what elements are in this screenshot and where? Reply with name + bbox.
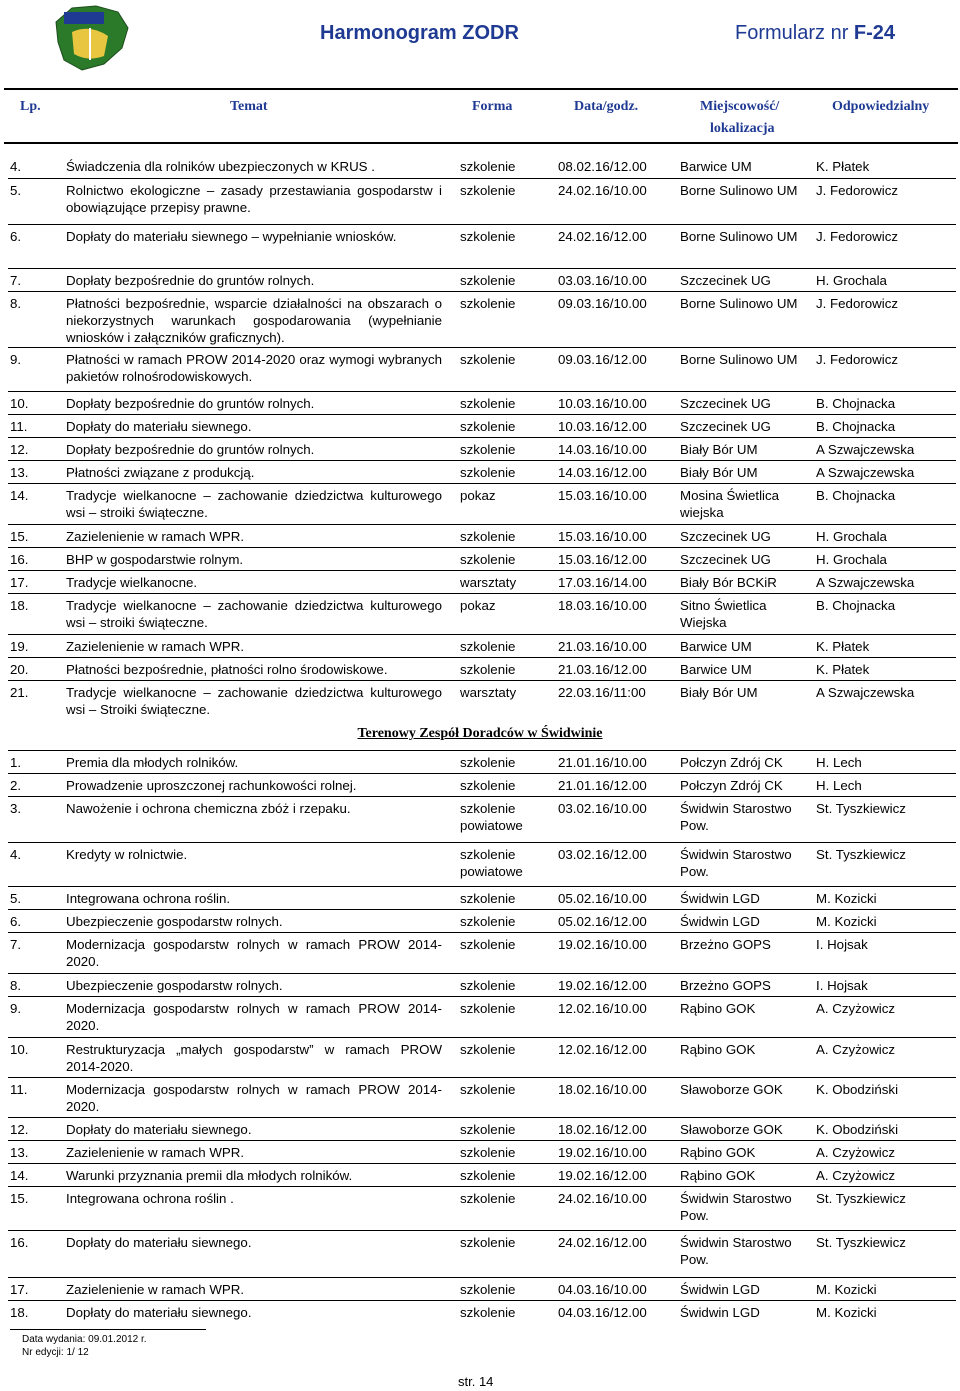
row-responsible: A. Czyżowicz bbox=[816, 1001, 896, 1016]
row-form: szkolenie bbox=[460, 937, 516, 952]
table-row bbox=[8, 680, 956, 717]
row-date: 14.03.16/12.00 bbox=[558, 465, 647, 480]
row-number: 4. bbox=[10, 159, 22, 174]
row-form: szkolenie bbox=[460, 296, 516, 311]
table-row bbox=[8, 291, 956, 345]
row-place: Sławoborze GOK bbox=[680, 1122, 783, 1137]
row-place: Barwice UM bbox=[680, 662, 752, 677]
row-number: 1. bbox=[10, 755, 22, 770]
row-place: Szczecinek UG bbox=[680, 396, 771, 411]
table-row bbox=[8, 547, 956, 567]
table-row bbox=[8, 1186, 956, 1223]
row-number: 18. bbox=[10, 1305, 29, 1320]
row-date: 18.02.16/12.00 bbox=[558, 1122, 647, 1137]
table-row bbox=[8, 1300, 956, 1320]
row-date: 05.02.16/12.00 bbox=[558, 914, 647, 929]
table-row bbox=[8, 224, 956, 244]
table-row bbox=[8, 437, 956, 457]
row-place: Świdwin Starostwo Pow. bbox=[680, 847, 792, 879]
row-date: 19.02.16/12.00 bbox=[558, 978, 647, 993]
row-form: szkolenie bbox=[460, 755, 516, 770]
row-topic: Rolnictwo ekologiczne – zasady przestawiania gospodarstw i obowiązujące przepisy prawne. bbox=[66, 183, 442, 215]
row-responsible: M. Kozicki bbox=[816, 1282, 877, 1297]
row-place: Połczyn Zdrój CK bbox=[680, 755, 783, 770]
row-number: 5. bbox=[10, 183, 22, 198]
row-place: Borne Sulinowo UM bbox=[680, 183, 798, 198]
row-number: 21. bbox=[10, 685, 29, 700]
row-form: szkolenie bbox=[460, 1082, 516, 1097]
row-place: Sławoborze GOK bbox=[680, 1082, 783, 1097]
row-responsible: J. Fedorowicz bbox=[816, 296, 899, 311]
table-row bbox=[8, 996, 956, 1033]
row-form: warsztaty bbox=[460, 685, 517, 700]
col-topic: Temat bbox=[230, 99, 268, 114]
row-place: Borne Sulinowo UM bbox=[680, 352, 798, 367]
table-row bbox=[8, 750, 956, 770]
row-place: Rąbino GOK bbox=[680, 1168, 756, 1183]
row-form: szkolenie bbox=[460, 419, 516, 434]
row-date: 12.02.16/12.00 bbox=[558, 1042, 647, 1057]
row-responsible: A. Czyżowicz bbox=[816, 1168, 896, 1183]
page-number: str. 14 bbox=[458, 1374, 494, 1389]
row-place: Połczyn Zdrój CK bbox=[680, 778, 783, 793]
col-place: Miejscowość/ bbox=[700, 99, 780, 114]
row-date: 04.03.16/12.00 bbox=[558, 1305, 647, 1320]
row-place: Barwice UM bbox=[680, 639, 752, 654]
table-row bbox=[8, 1037, 956, 1074]
row-form: szkolenie bbox=[460, 183, 516, 198]
row-place: Barwice UM bbox=[680, 159, 752, 174]
row-form: szkolenie bbox=[460, 442, 516, 457]
row-place: Rąbino GOK bbox=[680, 1001, 756, 1016]
row-form: szkolenie bbox=[460, 396, 516, 411]
table-row bbox=[8, 973, 956, 993]
row-place: Biały Bór UM bbox=[680, 465, 758, 480]
form-number-label: Formularz nr F-24 bbox=[735, 22, 896, 44]
row-topic: Płatności bezpośrednie, płatności rolno środowiskowe. bbox=[66, 662, 388, 677]
row-form: szkolenie powiatowe bbox=[460, 847, 523, 879]
row-responsible: I. Hojsak bbox=[816, 978, 868, 993]
row-topic: Ubezpieczenie gospodarstw rolnych. bbox=[66, 914, 283, 929]
col-lp: Lp. bbox=[20, 99, 41, 114]
row-topic: Tradycje wielkanocne. bbox=[66, 575, 198, 590]
row-responsible: B. Chojnacka bbox=[816, 488, 896, 503]
row-date: 24.02.16/12.00 bbox=[558, 229, 647, 244]
row-responsible: H. Lech bbox=[816, 755, 862, 770]
row-date: 24.02.16/12.00 bbox=[558, 1235, 647, 1250]
table-row bbox=[8, 796, 956, 833]
table-row bbox=[8, 1140, 956, 1160]
row-responsible: St. Tyszkiewicz bbox=[816, 1191, 906, 1206]
row-responsible: St. Tyszkiewicz bbox=[816, 1235, 906, 1250]
row-place: Mosina Świetlica wiejska bbox=[680, 488, 780, 520]
row-date: 19.02.16/10.00 bbox=[558, 1145, 647, 1160]
row-topic: Zazielenienie w ramach WPR. bbox=[66, 639, 245, 654]
row-number: 17. bbox=[10, 575, 29, 590]
row-number: 10. bbox=[10, 396, 29, 411]
row-date: 19.02.16/10.00 bbox=[558, 937, 647, 952]
row-topic: Dopłaty do materiału siewnego. bbox=[66, 1122, 252, 1137]
row-topic: Płatności związane z produkcją. bbox=[66, 465, 255, 480]
col-form: Forma bbox=[472, 99, 513, 114]
page-header bbox=[0, 0, 960, 78]
col-place-sub: lokalizacja bbox=[710, 121, 775, 136]
row-date: 09.03.16/10.00 bbox=[558, 296, 647, 311]
row-place: Szczecinek UG bbox=[680, 419, 771, 434]
section-title: Terenowy Zespół Doradców w Świdwinie bbox=[357, 726, 603, 741]
row-place: Świdwin Starostwo Pow. bbox=[680, 1235, 792, 1267]
table-row bbox=[8, 347, 956, 384]
row-form: szkolenie bbox=[460, 1305, 516, 1320]
row-responsible: St. Tyszkiewicz bbox=[816, 801, 906, 816]
row-form: szkolenie bbox=[460, 891, 516, 906]
row-responsible: A. Czyżowicz bbox=[816, 1145, 896, 1160]
row-date: 12.02.16/10.00 bbox=[558, 1001, 647, 1016]
row-date: 05.02.16/10.00 bbox=[558, 891, 647, 906]
row-place: Brzeżno GOPS bbox=[680, 978, 771, 993]
footer-divider bbox=[10, 1329, 206, 1330]
row-date: 10.03.16/10.00 bbox=[558, 396, 647, 411]
row-topic: BHP w gospodarstwie rolnym. bbox=[66, 552, 244, 567]
table-row bbox=[8, 634, 956, 654]
row-responsible: A Szwajczewska bbox=[816, 465, 915, 480]
table-row bbox=[8, 842, 956, 879]
row-date: 15.03.16/10.00 bbox=[558, 529, 647, 544]
row-number: 8. bbox=[10, 978, 22, 993]
row-topic: Integrowana ochrona roślin . bbox=[66, 1191, 234, 1206]
table-row bbox=[8, 268, 956, 288]
row-place: Borne Sulinowo UM bbox=[680, 229, 798, 244]
row-responsible: M. Kozicki bbox=[816, 914, 877, 929]
document-title: Harmonogram ZODR bbox=[320, 22, 519, 44]
row-topic: Warunki przyznania premii dla młodych rolników. bbox=[66, 1168, 353, 1183]
row-number: 6. bbox=[10, 229, 22, 244]
row-number: 16. bbox=[10, 552, 29, 567]
row-topic: Modernizacja gospodarstw rolnych w ramach PROW 2014-2020. bbox=[66, 1082, 442, 1114]
row-place: Biały Bór BCKiR bbox=[680, 575, 777, 590]
row-topic: Premia dla młodych rolników. bbox=[66, 755, 239, 770]
row-date: 03.02.16/12.00 bbox=[558, 847, 647, 862]
row-responsible: K. Płatek bbox=[816, 639, 870, 654]
row-topic: Modernizacja gospodarstw rolnych w ramach PROW 2014-2020. bbox=[66, 1001, 442, 1033]
row-form: szkolenie bbox=[460, 914, 516, 929]
row-topic: Dopłaty bezpośrednie do gruntów rolnych. bbox=[66, 442, 315, 457]
table-row bbox=[8, 932, 956, 969]
row-responsible: H. Lech bbox=[816, 778, 862, 793]
row-form: szkolenie bbox=[460, 159, 516, 174]
row-responsible: J. Fedorowicz bbox=[816, 229, 899, 244]
row-place: Borne Sulinowo UM bbox=[680, 296, 798, 311]
table-row bbox=[8, 1230, 956, 1267]
row-responsible: H. Grochala bbox=[816, 552, 887, 567]
row-form: szkolenie bbox=[460, 352, 516, 367]
row-date: 03.02.16/10.00 bbox=[558, 801, 647, 816]
col-resp: Odpowiedzialny bbox=[832, 99, 930, 114]
row-topic: Restrukturyzacja „małych gospodarstw” w ramach PROW 2014-2020. bbox=[66, 1042, 442, 1074]
row-topic: Ubezpieczenie gospodarstw rolnych. bbox=[66, 978, 283, 993]
table-row bbox=[8, 460, 956, 480]
row-number: 10. bbox=[10, 1042, 29, 1057]
table-row bbox=[8, 1117, 956, 1137]
row-date: 21.01.16/12.00 bbox=[558, 778, 647, 793]
row-number: 20. bbox=[10, 662, 29, 677]
row-responsible: B. Chojnacka bbox=[816, 419, 896, 434]
zodr-logo-icon bbox=[52, 2, 132, 74]
row-form: szkolenie bbox=[460, 1001, 516, 1016]
row-responsible: K. Płatek bbox=[816, 662, 870, 677]
row-number: 14. bbox=[10, 1168, 29, 1183]
row-place: Rąbino GOK bbox=[680, 1145, 756, 1160]
row-topic: Dopłaty do materiału siewnego. bbox=[66, 1305, 252, 1320]
row-number: 9. bbox=[10, 1001, 22, 1016]
row-date: 03.03.16/10.00 bbox=[558, 273, 647, 288]
row-topic: Świadczenia dla rolników ubezpieczonych w KRUS . bbox=[66, 159, 375, 174]
row-form: szkolenie bbox=[460, 1282, 516, 1297]
row-topic: Płatności w ramach PROW 2014-2020 oraz wymogi wybranych pakietów rolnośrodowiskowych. bbox=[66, 352, 442, 384]
table-row bbox=[8, 657, 956, 677]
table-row bbox=[8, 414, 956, 434]
row-number: 12. bbox=[10, 1122, 29, 1137]
row-topic: Dopłaty bezpośrednie do gruntów rolnych. bbox=[66, 273, 315, 288]
row-date: 04.03.16/10.00 bbox=[558, 1282, 647, 1297]
row-place: Świdwin LGD bbox=[680, 1305, 760, 1320]
row-responsible: J. Fedorowicz bbox=[816, 352, 899, 367]
form-number: F-24 bbox=[853, 22, 896, 44]
table-row bbox=[8, 524, 956, 544]
edition-number: Nr edycji: 1/ 12 bbox=[22, 1347, 89, 1358]
row-topic: Tradycje wielkanocne – zachowanie dziedzictwa kulturowego wsi – stroiki świąteczne. bbox=[66, 598, 442, 630]
row-number: 2. bbox=[10, 778, 22, 793]
row-number: 18. bbox=[10, 598, 29, 613]
row-place: Sitno Świetlica Wiejska bbox=[680, 598, 767, 630]
row-form: szkolenie bbox=[460, 229, 516, 244]
row-form: szkolenie bbox=[460, 529, 516, 544]
row-date: 18.03.16/10.00 bbox=[558, 598, 647, 613]
row-number: 11. bbox=[10, 419, 28, 434]
row-date: 15.03.16/10.00 bbox=[558, 488, 647, 503]
table-row bbox=[8, 593, 956, 630]
row-form: pokaz bbox=[460, 488, 496, 503]
row-responsible: A Szwajczewska bbox=[816, 575, 915, 590]
row-number: 13. bbox=[10, 465, 29, 480]
row-date: 17.03.16/14.00 bbox=[558, 575, 647, 590]
row-topic: Zazielenienie w ramach WPR. bbox=[66, 1145, 245, 1160]
table-row bbox=[8, 570, 956, 590]
row-date: 22.03.16/11:00 bbox=[558, 685, 646, 700]
row-form: szkolenie bbox=[460, 465, 516, 480]
table-row bbox=[8, 391, 956, 411]
row-topic: Tradycje wielkanocne – zachowanie dziedzictwa kulturowego wsi – stroiki świąteczne. bbox=[66, 488, 442, 520]
row-place: Rąbino GOK bbox=[680, 1042, 756, 1057]
row-form: szkolenie bbox=[460, 978, 516, 993]
row-form: szkolenie bbox=[460, 1191, 516, 1206]
row-number: 6. bbox=[10, 914, 22, 929]
row-date: 10.03.16/12.00 bbox=[558, 419, 647, 434]
row-topic: Płatności bezpośrednie, wsparcie działalności na obszarach o niekorzystnych warunkach gospodarowania (wypełnianie wniosków i załączników graficznych). bbox=[66, 296, 442, 345]
row-date: 24.02.16/10.00 bbox=[558, 183, 647, 198]
row-date: 19.02.16/12.00 bbox=[558, 1168, 647, 1183]
table-row bbox=[8, 1163, 956, 1183]
table-row bbox=[8, 178, 956, 215]
row-number: 7. bbox=[10, 273, 22, 288]
table-row bbox=[8, 1277, 956, 1297]
row-number: 7. bbox=[10, 937, 22, 952]
row-date: 08.02.16/12.00 bbox=[558, 159, 647, 174]
row-place: Szczecinek UG bbox=[680, 273, 771, 288]
row-number: 8. bbox=[10, 296, 22, 311]
row-topic: Tradycje wielkanocne – zachowanie dziedzictwa kulturowego wsi – Stroiki świąteczne. bbox=[66, 685, 442, 717]
row-number: 17. bbox=[10, 1282, 29, 1297]
row-form: pokaz bbox=[460, 598, 496, 613]
row-place: Biały Bór UM bbox=[680, 685, 758, 700]
row-topic: Dopłaty bezpośrednie do gruntów rolnych. bbox=[66, 396, 315, 411]
row-responsible: H. Grochala bbox=[816, 529, 887, 544]
row-place: Świdwin LGD bbox=[680, 1282, 760, 1297]
table-header bbox=[4, 88, 958, 144]
row-place: Biały Bór UM bbox=[680, 442, 758, 457]
row-place: Brzeżno GOPS bbox=[680, 937, 771, 952]
row-responsible: M. Kozicki bbox=[816, 1305, 877, 1320]
table-row bbox=[8, 483, 956, 520]
table-row bbox=[8, 773, 956, 793]
table-row bbox=[8, 909, 956, 929]
row-responsible: B. Chojnacka bbox=[816, 598, 896, 613]
row-form: szkolenie bbox=[460, 662, 516, 677]
row-responsible: M. Kozicki bbox=[816, 891, 877, 906]
row-place: Szczecinek UG bbox=[680, 552, 771, 567]
row-topic: Dopłaty do materiału siewnego. bbox=[66, 1235, 252, 1250]
table-row bbox=[8, 1077, 956, 1114]
row-date: 21.03.16/10.00 bbox=[558, 639, 647, 654]
row-responsible: H. Grochala bbox=[816, 273, 887, 288]
row-number: 12. bbox=[10, 442, 29, 457]
row-topic: Zazielenienie w ramach WPR. bbox=[66, 529, 245, 544]
row-number: 15. bbox=[10, 529, 29, 544]
row-date: 21.03.16/12.00 bbox=[558, 662, 647, 677]
row-number: 5. bbox=[10, 891, 22, 906]
row-form: szkolenie bbox=[460, 552, 516, 567]
row-responsible: A Szwajczewska bbox=[816, 442, 915, 457]
row-form: warsztaty bbox=[460, 575, 517, 590]
row-responsible: B. Chojnacka bbox=[816, 396, 896, 411]
row-form: szkolenie powiatowe bbox=[460, 801, 523, 833]
row-responsible: K. Płatek bbox=[816, 159, 870, 174]
row-topic: Kredyty w rolnictwie. bbox=[66, 847, 188, 862]
row-responsible: St. Tyszkiewicz bbox=[816, 847, 906, 862]
row-number: 16. bbox=[10, 1235, 29, 1250]
row-date: 21.01.16/10.00 bbox=[558, 755, 647, 770]
row-number: 4. bbox=[10, 847, 22, 862]
row-form: szkolenie bbox=[460, 1145, 516, 1160]
footer bbox=[22, 1333, 147, 1359]
row-topic: Nawożenie i ochrona chemiczna zbóż i rzepaku. bbox=[66, 801, 351, 816]
row-responsible: I. Hojsak bbox=[816, 937, 868, 952]
row-place: Świdwin LGD bbox=[680, 914, 760, 929]
row-number: 13. bbox=[10, 1145, 29, 1160]
row-date: 14.03.16/10.00 bbox=[558, 442, 647, 457]
row-form: szkolenie bbox=[460, 1122, 516, 1137]
row-responsible: K. Obodziński bbox=[816, 1082, 899, 1097]
row-form: szkolenie bbox=[460, 1235, 516, 1250]
row-form: szkolenie bbox=[460, 778, 516, 793]
row-place: Szczecinek UG bbox=[680, 529, 771, 544]
row-date: 15.03.16/12.00 bbox=[558, 552, 647, 567]
row-topic: Dopłaty do materiału siewnego – wypełnianie wniosków. bbox=[66, 229, 397, 244]
row-topic: Modernizacja gospodarstw rolnych w ramach PROW 2014-2020. bbox=[66, 937, 442, 969]
row-number: 9. bbox=[10, 352, 22, 367]
row-form: szkolenie bbox=[460, 639, 516, 654]
row-number: 14. bbox=[10, 488, 29, 503]
row-date: 09.03.16/12.00 bbox=[558, 352, 647, 367]
row-place: Świdwin LGD bbox=[680, 891, 760, 906]
row-form: szkolenie bbox=[460, 1168, 516, 1183]
row-responsible: K. Obodziński bbox=[816, 1122, 899, 1137]
row-responsible: J. Fedorowicz bbox=[816, 183, 899, 198]
row-place: Świdwin Starostwo Pow. bbox=[680, 1191, 792, 1223]
row-number: 15. bbox=[10, 1191, 29, 1206]
row-topic: Integrowana ochrona roślin. bbox=[66, 891, 231, 906]
row-number: 3. bbox=[10, 801, 22, 816]
row-responsible: A Szwajczewska bbox=[816, 685, 915, 700]
col-date: Data/godz. bbox=[574, 99, 639, 114]
row-responsible: A. Czyżowicz bbox=[816, 1042, 896, 1057]
row-number: 19. bbox=[10, 639, 29, 654]
row-date: 18.02.16/10.00 bbox=[558, 1082, 647, 1097]
row-topic: Prowadzenie uproszczonej rachunkowości rolnej. bbox=[66, 778, 357, 793]
row-topic: Zazielenienie w ramach WPR. bbox=[66, 1282, 245, 1297]
row-topic: Dopłaty do materiału siewnego. bbox=[66, 419, 252, 434]
row-form: szkolenie bbox=[460, 273, 516, 288]
row-number: 11. bbox=[10, 1082, 28, 1097]
row-form: szkolenie bbox=[460, 1042, 516, 1057]
table-row bbox=[8, 886, 956, 906]
row-place: Świdwin Starostwo Pow. bbox=[680, 801, 792, 833]
row-date: 24.02.16/10.00 bbox=[558, 1191, 647, 1206]
issue-date: Data wydania: 09.01.2012 r. bbox=[22, 1334, 147, 1345]
